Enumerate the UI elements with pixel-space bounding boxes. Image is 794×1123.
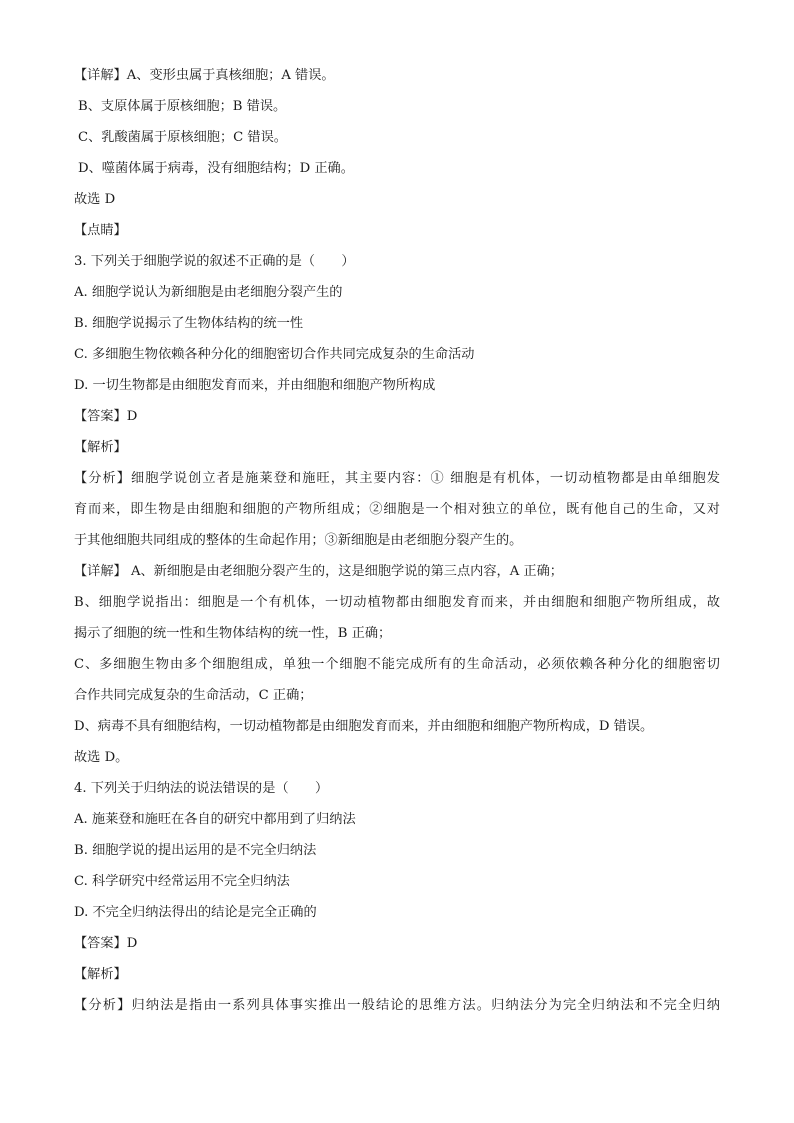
text-line: 故选 D。 bbox=[74, 750, 129, 765]
option-b: B. 细胞学说揭示了生物体结构的统一性 bbox=[74, 316, 304, 331]
text-line: 于其他细胞共同组成的整体的生命起作用；③新细胞是由老细胞分裂产生的。 bbox=[74, 533, 523, 548]
option-c: C. 科学研究中经常运用不完全归纳法 bbox=[74, 874, 290, 889]
text-line: 【详解】 A、新细胞是由老细胞分裂产生的，这是细胞学说的第三点内容，A 正确； bbox=[74, 564, 563, 579]
text-line: C、多细胞生物由多个细胞组成，单独一个细胞不能完成所有的生命活动，必须依赖各种分化的细胞密切 bbox=[74, 657, 720, 672]
option-a: A. 施莱登和施旺在各自的研究中都用到了归纳法 bbox=[74, 812, 356, 827]
option-a: A. 细胞学说认为新细胞是由老细胞分裂产生的 bbox=[74, 285, 343, 300]
question-3: 3. 下列关于细胞学说的叙述不正确的是（ ） bbox=[74, 254, 355, 269]
option-b: B. 细胞学说的提出运用的是不完全归纳法 bbox=[74, 843, 317, 858]
analysis-label: 【解析】 bbox=[74, 967, 127, 982]
answer-label: 【答案】D bbox=[74, 409, 138, 424]
text-line: B、细胞学说指出：细胞是一个有机体，一切动植物都由细胞发育而来，并由细胞和细胞产物所组成，故 bbox=[74, 595, 720, 610]
option-c: C. 多细胞生物依赖各种分化的细胞密切合作共同完成复杂的生命活动 bbox=[74, 347, 475, 362]
text-line: C、乳酸菌属于原核细胞；C 错误。 bbox=[78, 130, 287, 145]
analysis-label: 【解析】 bbox=[74, 440, 127, 455]
text-line: 【点睛】 bbox=[74, 223, 127, 238]
text-line: D、病毒不具有细胞结构，一切动植物都是由细胞发育而来，并由细胞和细胞产物所构成，D 错误。 bbox=[74, 719, 654, 734]
option-d: D. 不完全归纳法得出的结论是完全正确的 bbox=[74, 905, 317, 920]
text-line: 育而来，即生物是由细胞和细胞的产物所组成；②细胞是一个相对独立的单位，既有他自己的生命，又对 bbox=[74, 502, 720, 517]
text-line: 揭示了细胞的统一性和生物体结构的统一性，B 正确； bbox=[74, 626, 392, 641]
answer-label: 【答案】D bbox=[74, 936, 138, 951]
option-d: D. 一切生物都是由细胞发育而来，并由细胞和细胞产物所构成 bbox=[74, 378, 436, 393]
text-line: 【分析】归纳法是指由一系列具体事实推出一般结论的思维方法。归纳法分为完全归纳法和不完全归纳 bbox=[74, 998, 720, 1013]
text-line: 【分析】细胞学说创立者是施莱登和施旺，其主要内容：① 细胞是有机体，一切动植物都是由单细胞发 bbox=[74, 471, 720, 486]
text-line: 合作共同完成复杂的生命活动，C 正确； bbox=[74, 688, 313, 703]
text-line: 故选 D bbox=[74, 192, 116, 207]
text-line: D、噬菌体属于病毒，没有细胞结构；D 正确。 bbox=[78, 161, 354, 176]
text-line: 【详解】A、变形虫属于真核细胞；A 错误。 bbox=[74, 68, 335, 83]
text-line: B、支原体属于原核细胞；B 错误。 bbox=[78, 99, 287, 114]
question-4: 4. 下列关于归纳法的说法错误的是（ ） bbox=[74, 781, 329, 796]
